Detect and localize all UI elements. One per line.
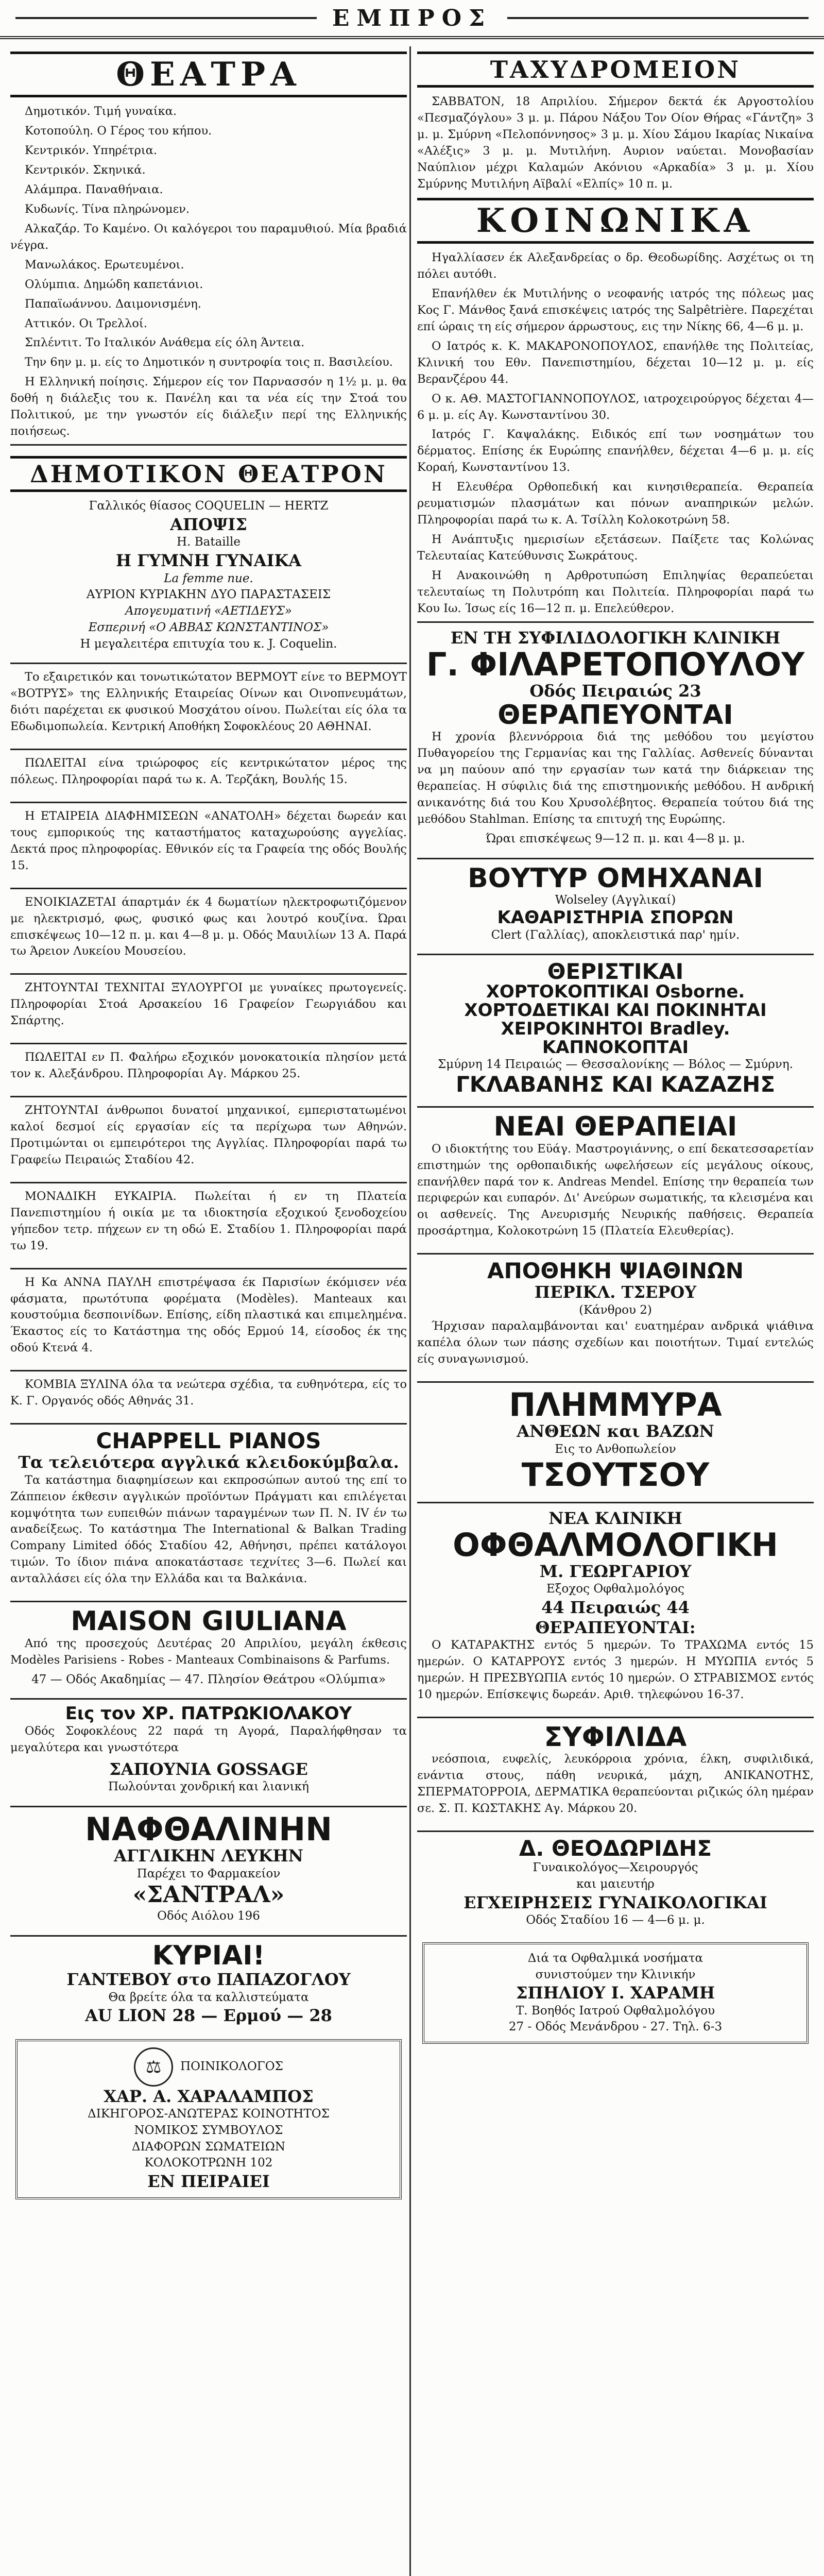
theodoridis-line3: ΕΓΧΕΙΡΗΣΕΙΣ ΓΥΝΑΙΚΟΛΟΓΙΚΑΙ — [464, 1892, 767, 1912]
plimmyra-ad — [417, 1381, 814, 1497]
syphilis-ad — [417, 1717, 814, 1826]
dimotikon-evening: Εσπερινή «Ο ΑΒΒΑΣ ΚΩΝΣΤΑΝΤΙΝΟΣ» — [88, 620, 329, 634]
poleitai-faliro-ad — [10, 1043, 407, 1092]
etaireia-text: Η ΕΤΑΙΡΕΙΑ ΔΙΑΦΗΜΙΣΕΩΝ «ΑΝΑΤΟΛΗ» δέχεται δωρεάν και τους εμπορικούς της καταστήματος καταχωρούσης αγγελίας. Δεκτά προς πληροφορίας. Εθνικόν είς τα Γραφεία της οδός Βουλής 15. — [10, 809, 407, 872]
new-therapy-ad — [417, 1106, 814, 1249]
chappell-sub: Τα τελειότερα αγγλικά κλειδοκύμβαλα. — [18, 1452, 399, 1472]
social-item: Ο Ιατρός κ. Κ. ΜΑΚΑΡΟΝΟΠΟΥΛΟΣ, επανήλθε της Πολιτείας, Κλινική του Εθν. Πανεπιστημίου, δέχεται 10—12 μ. μ. είς Βερανζέρου 44. — [417, 339, 814, 386]
etaireia-ad — [10, 802, 407, 884]
vermout-ad — [10, 663, 407, 744]
clinic-name: Γ. ΦΙΛΑΡΕΤΟΠΟΥΛΟΥ — [426, 646, 805, 684]
giuliana-ad — [10, 1601, 407, 1694]
dimotikon-note: Η μεγαλειτέρα επιτυχία του κ. J. Coquelin. — [80, 637, 337, 651]
social-item: Η Ανάπτυξις ημερισίων εξετάσεων. Παίξετε τας Κολώνας Τελευταίας Κατεύθυνσις Σωκράτους. — [417, 533, 814, 563]
kyriai-line1: ΓΑΝΤΕΒΟΥ στο ΠΑΠΑΖΟΓΛΟΥ — [66, 1970, 351, 1990]
tools-t3: ΧΟΡΤΟΔΕΤΙΚΑΙ ΚΑΙ ΠΟΚΙΝΗΤΑΙ ΧΕΙΡΟΚΙΝΗΤΟΙ Bradley. — [464, 1000, 767, 1039]
poleitai-ad — [10, 749, 407, 798]
naftalini-line1: ΑΓΓΛΙΚΗΝ ΛΕΥΚΗΝ — [114, 1846, 303, 1866]
theatre-listing: Κοτοπούλη. Ο Γέρος του κήπου. — [25, 124, 212, 138]
charami-line3: ΣΠΗΛΙΟΥ Ι. ΧΑΡΑΜΗ — [516, 1983, 715, 2003]
tools-ad — [417, 954, 814, 1102]
kyriai-heading: ΚΥΡΙΑΙ! — [152, 1940, 265, 1971]
naftalini-line3: «ΣΑΝΤΡΑΛ» — [132, 1882, 285, 1908]
dimotikon-tomorrow: ΑΥΡΙΟΝ ΚΥΡΙΑΚΗΝ ΔΥΟ ΠΑΡΑΣΤΑΣΕΙΣ — [86, 588, 331, 602]
social-item: Επανήλθεν έκ Μυτιλήνης ο νεοφανής ιατρός της πόλεως μας Κος Γ. Μάνθος ξανά επισκέψεις ιατρός της Salpêtrière. Παρεχέται επί ώραις τη είς σήμερον άρρωστους, εις την Νίκης 66, 4—6 μ. μ. — [417, 286, 814, 333]
ophthalmo-street: 44 Πειραιώς 44 — [541, 1598, 690, 1618]
giuliana-text: Από της προσεχούς Δευτέρας 20 Απριλίου, μεγάλη έκθεσις Modèles Parisiens - Robes - Manteaux Combinaisons & Parfums. — [10, 1636, 407, 1667]
syphilis-heading: ΣΥΦΙΛΙΔΑ — [544, 1721, 687, 1753]
masthead — [0, 0, 824, 39]
ophthalmo-ad — [417, 1502, 814, 1713]
hats-line: ΠΕΡΙΚΛ. ΤΣΕΡΟΥ — [534, 1282, 697, 1302]
masthead-rule-right — [507, 17, 809, 19]
theatre-listing: Κεντρικόν. Σκηνικά. — [25, 163, 146, 177]
kombia-ad — [10, 1370, 407, 1419]
poinikologos-address: ΚΟΛΟΚΟΤΡΩΝΗ 102 — [144, 2156, 273, 2170]
poleitai-faliro-text: ΠΩΛΕΙΤΑΙ εν Π. Φαλήρω εξοχικόν μονοκατοικία πλησίον μετά τον κ. Αλεξάνδρου. Πληροφορίαι Αγ. Μάρκου 25. — [10, 1050, 407, 1081]
naftalini-heading: ΝΑΦΘΑΛΙΝΗΝ — [85, 1810, 332, 1849]
charami-card — [422, 1942, 809, 2044]
dimotikon-matinee: Απογευματινή «ΑΕΤΙΔΕΥΣ» — [125, 604, 292, 618]
right-column — [417, 46, 814, 2051]
left-column — [10, 46, 407, 2207]
tools-t4: ΚΑΠΝΟΚΟΠΤΑΙ — [542, 1037, 689, 1058]
charami-line1: Διά τα Οφθαλμικά νοσήματα — [527, 1951, 703, 1965]
theatre-listings — [10, 104, 407, 440]
theodoridis-heading: Δ. ΘΕΟΔΩΡΙΔΗΣ — [519, 1836, 712, 1861]
hats-text: Ήρχισαν παραλαμβάνονται και' ευατημέραν ανδρικά ψιάθινα καπέλα όλων των πάσης σχεδίων και ποιοτήτων. Τιμαί εντελώς είς συναγωνισμού. — [417, 1319, 814, 1366]
scales-icon: ⚖ — [134, 2047, 173, 2087]
theodoridis-line1: Γυναικολόγος—Χειρουργός — [533, 1861, 698, 1875]
theatre-listing: Αλάμπρα. Παναθήναια. — [25, 182, 163, 196]
post-heading: ΤΑΧΥΔΡΟΜΕΙΟΝ — [417, 52, 814, 88]
charami-line4: Τ. Βοηθός Ιατρού Οφθαλμολόγου — [516, 2004, 715, 2018]
new-therapy-text: Ο ιδιοκτήτης του Εϋάγ. Μαστρογιάννης, ο επί δεκατεσσαρετίαν επιστημών της ορθοπαιδικής ωφελήσεων είς μεγάλους οίκους, επανήλθεν παρά τον κ. Andreas Mendel. Επίσης την θεραπεία των περιφερών και ευπαρόν. Δι' Ανεύρων σωματικής, τα κλεισμένα και οι ασθενείς. Της Ανευρισμής Νευρικής παθήσεις. Θεραπεία προσάρτημα, Κολοκοτρώνη 15 (Πλατεία Ελευθερίας). — [417, 1142, 814, 1238]
theatre-listing: Μανωλάκος. Ερωτευμένοι. — [25, 258, 184, 272]
clinic-top: ΕΝ ΤΗ ΣΥΦΙΛΙΔΟΛΟΓΙΚΗ ΚΛΙΝΙΚΗ — [450, 628, 781, 648]
masthead-title: ΕΜΠΡΟΣ — [332, 5, 492, 31]
chappell-text: Τα κατάστημα διαφημίσεων και εκπροσώπων αυτού της επί το Ζάππειον έκθεσιν αγγλικών προϊόντων Πράγματι και επιλέγεται κομψότητα των ευπειθών πιάνων ταραγμένων των Π. Ν. IV έν τω αναδείξεως. Το κατάστημα The International & Balkan Trading Company Limited όδός Σταδίου 42, Αθήνησι, πρέπει κατάλογοι τιμών. Το ίδιον πιάνα αποκατάστασε τεχνίτες 3—6. Πωλεί και ανταλλάσει είς όλα την Ελλάδα και τα Βαλκάνια. — [10, 1473, 407, 1586]
patrikios-text: Οδός Σοφοκλέους 22 παρά τη Αγορά, Παραλήφθησαν τα μεγαλύτερα και γνωστότερα — [10, 1724, 407, 1755]
theatre-listing: Σπλέντιτ. Το Ιταλικόν Ανάθεμα είς όλη Άντεια. — [25, 336, 305, 350]
anna-pavli-text: Η Κα ΑΝΝΑ ΠΑΥΛΗ επιστρέψασα έκ Παρισίων έκόμισεν νέα φάσματα, πρωτότυπα φορέματα (Modèles). Manteaux και κουστούμια δεσποινίδων. Επίσης, είδη πλαστικά και επιμελημένα. Έκαστος είς το Κατάστημα της οδός Ερμού 14, είσοδος έκ της οδού Κτενά 4. — [10, 1275, 407, 1355]
theatre-listing: Παπαϊωάννου. Δαιμονισμένη. — [25, 297, 201, 311]
tools-t5: Σμύρνη 14 Πειραιώς — Θεσσαλονίκης — Βόλος — Σμύρνη. — [438, 1058, 793, 1072]
syphilis-text: νεόσποια, ευφελίς, λευκόρροια χρόνια, έλκη, συφιλιδικά, ενάντια στους, πάθη νευρικά, μάχη, ΑΝΙΚΑΝΟΤΗΣ, ΣΠΕΡΜΑΤΟΡΡΟΙΑ, ΔΕΡΜΑΤΙΚΑ θεραπεύονται ριζικώς όλη ημέραν σε. Σ. Π. ΚΩΣΤΑΚΗΣ Αγ. Μάρκου 20. — [417, 1752, 814, 1816]
ophthalmo-top: ΝΕΑ ΚΛΙΝΙΚΗ — [548, 1508, 682, 1528]
voutyr-ad — [417, 858, 814, 950]
social-item: Ο κ. ΑΘ. ΜΑΣΤΟΓΙΑΝΝΟΠΟΥΛΟΣ, ιατροχειρούργος δέχεται 4—6 μ. μ. είς Αγ. Κωνσταντίνου 30. — [417, 392, 814, 422]
theatre-listing: Κεντρικόν. Υπηρέτρια. — [25, 144, 158, 158]
poinikologos-assoc: ΔΙΑΦΟΡΩΝ ΣΩΜΑΤΕΙΩΝ — [132, 2140, 285, 2154]
clinic-text: Η χρονία βλεννόρροια διά της μεθόδου του μεγίστου Πυθαγορείου της Γερμανίας και της Γαλλίας. Ασθενείς δύνανται να μη παύουν από την εργασίαν των κατά την διάρκειαν της θεραπείας. Η σύφιλις διά της επιστημονικής μεθόδου. Η ανδρική ανικανότης διά του Κου Χρυσολέβητος. Θεραπεία τούτου διά της μεθόδου Stahlman. Επίσης τα επιτυχή της Ευρώπης. — [417, 730, 814, 826]
voutyr-sub: Clert (Γαλλίας), αποκλειστικά παρ' ημίν. — [491, 928, 740, 942]
zitountai-ad — [10, 973, 407, 1039]
poinikologos-title: ΝΟΜΙΚΟΣ ΣΥΜΒΟΥΛΟΣ — [134, 2123, 283, 2137]
kombia-text: ΚΟΜΒΙΑ ΞΥΛΙΝΑ όλα τα νεώτερα σχέδια, τα ευθηνότερα, είς το Κ. Γ. Οργανός οδός Αθηνάς 31. — [10, 1378, 407, 1408]
ophthalmo-heading: ΟΦΘΑΛΜΟΛΟΓΙΚΗ — [453, 1526, 778, 1564]
plimmyra-line1: ΑΝΘΕΩΝ και ΒΑΖΩΝ — [517, 1421, 714, 1442]
clinic-hours: Ώραι επισκέψεως 9—12 π. μ. και 4—8 μ. μ. — [486, 832, 745, 845]
charami-line5: 27 - Οδός Μενάνδρου - 27. Τηλ. 6-3 — [508, 2020, 723, 2034]
poleitai-text: ΠΩΛΕΙΤΑΙ είνα τριώροφος είς κεντρικώτατον μέρος της πόλεως. Πληροφορίαι παρά τω κ. Α. Τερζάκη, Βουλής 15. — [10, 756, 407, 786]
chappell-heading: CHAPPELL PIANOS — [96, 1428, 321, 1454]
zitountai-text: ΖΗΤΟΥΝΤΑΙ ΤΕΧΝΙΤΑΙ ΞΥΛΟΥΡΓΟΙ με γυναίκες πρωτογενείς. Πληροφορίαι Στοά Αρσακείου 16 Γραφείον Γεωργιάδου και Σπάρτης. — [10, 981, 407, 1028]
ophthalmo-role: Εξοχος Οφθαλμολόγος — [546, 1582, 684, 1596]
theatre-listing: Την 6ην μ. μ. είς το Δημοτικόν η συντροφία τοις π. Βασιλείου. — [25, 355, 393, 369]
kyriai-line2: Θα βρείτε όλα τα καλλιστεύματα — [108, 1990, 309, 2004]
dimotikon-troupe: Γαλλικός θίασος COQUELIN — HERTZ — [89, 499, 329, 513]
social-item: Η Ανακοινώθη η Αρθροτυπώση Επιληψίας θεραπεύεται τελευταίως τη Πολυτρόπη και Πολιτεία. Πληροφορίαι παρά τω Κου Ιω. Ίσως είς 16—12 π. μ. Επελεύθερον. — [417, 568, 814, 615]
post-text: ΣΑΒΒΑΤΟΝ, 18 Απριλίου. Σήμερον δεκτά έκ Αργοστολίου «Πεσμαζόγλου» 3 μ. μ. Πάρου Νάξου Τον Οίον Θήρας «Γάντζη» 3 μ. μ. Σμύρνη «Πελοπόννησος» 3 μ. μ. Χίου Σάμου Ικαρίας Νικαίνα «Αλέξις» 3 μ. μ. Μυτιλήνη. Αυριον ναύεται. Μονοβασίαν Ναύπλιον μέχρι Καλαμών Ακόνιου «Αρκαδία» 3 μ. μ. Χίου Σμύρνης Μυτιλήνη Αϊβαλί «Ελπίς» 10 π. μ. — [417, 95, 814, 191]
anna-pavli-ad — [10, 1268, 407, 1366]
tools-t6: ΓΚΛΑΒΑΝΗΣ ΚΑΙ ΚΑΖΑΖΗΣ — [455, 1071, 776, 1097]
plimmyra-line2: Εις το Ανθοπωλείον — [555, 1442, 676, 1456]
social-item: Ηγαλλίασεν έκ Αλεξανδρείας ο δρ. Θεοδωρίδης. Ασχέτως οι τη πόλει αυτόθι. — [417, 251, 814, 281]
theatre-listing: Η Ελληνική ποίησις. Σήμερον είς τον Παρνασσόν η 1½ μ. μ. θα δοθή η διάλεξις του κ. Πανέλη και τα νέα είς την Στοά του Πολιτικού, με την γνωστόν είς διάλεξιν περί της Ελληνικής ποιήσεως. — [10, 375, 407, 438]
dimotikon-author: H. Bataille — [177, 535, 241, 549]
theatre-heading: ΘΕΑΤΡΑ — [10, 52, 407, 97]
voutyr-purify: ΚΑΘΑΡΙΣΤΗΡΙΑ ΣΠΟΡΩΝ — [497, 907, 734, 928]
giuliana-address: 47 — Οδός Ακαδημίας — 47. Πλησίον Θεάτρου «Ολύμπια» — [31, 1672, 386, 1686]
poinikologos-name: ΧΑΡ. Α. ΧΑΡΑΛΑΜΠΟΣ — [104, 2086, 314, 2106]
clinic-ad — [417, 621, 814, 854]
plimmyra-heading: ΠΛΗΜΜΥΡΑ — [509, 1386, 722, 1424]
new-therapy-heading: ΝΕΑΙ ΘΕΡΑΠΕΙΑΙ — [493, 1111, 737, 1143]
theatre-listing: Κυδωνίς. Τίνα πληρώνομεν. — [25, 202, 190, 216]
column-divider — [409, 46, 411, 2576]
ophthalmo-text: Ο ΚΑΤΑΡΑΚΤΗΣ εντός 5 ημερών. Το ΤΡΑΧΩΜΑ εντός 15 ημερών. Ο ΚΑΤΑΡΡΟΥΣ εντός 3 ημερών. Η ΜΥΩΠΙΑ εντός 5 ημερών. Η ΠΡΕΣΒΥΩΠΙΑ εντός 10 ημερών. Ο ΣΤΡΑΒΙΣΜΟΣ εντός 10 ημερών. Επίσκεψις δωρεάν. Αριθ. τηλεφώνου 16-37. — [417, 1638, 814, 1701]
chappell-ad — [10, 1423, 407, 1597]
dimotikon-tonight: ΑΠΟΨΙΣ — [170, 515, 247, 535]
hats-ad — [417, 1253, 814, 1377]
hats-heading: ΑΠΟΘΗΚΗ ΨΙΑΘΙΝΩΝ — [487, 1258, 744, 1284]
clinic-cure: ΘΕΡΑΠΕΥΟΝΤΑΙ — [497, 699, 733, 731]
ophthalmo-name: Μ. ΓΕΩΡΓΑΡΙΟΥ — [539, 1562, 692, 1582]
naftalini-line4: Οδός Αιόλου 196 — [157, 1909, 260, 1923]
patrikios-heading: Εις τον ΧΡ. ΠΑΤΡΩΚΙΟΛΑΚΟΥ — [65, 1703, 352, 1724]
enoikiazetai-text: ΕΝΟΙΚΙΑΖΕΤΑΙ άπαρτμάν έκ 4 δωματίων ηλεκτροφωτιζόμενον με ηλεκτρισμό, φως, φυσικό φως και λουτρό κουζίνα. Ώραι επισκέψεως 10—12 π. μ. και 4—8 μ. μ. Οδός Μαυιλίων 13 Α. Παρά τω Άρειον Λυκείου Μουσείου. — [10, 895, 407, 958]
clinic-street: Οδός Πειραιώς 23 — [529, 681, 701, 701]
poinikologos-label: ⚖ ΠΟΙΝΙΚΟΛΟΓΟΣ — [26, 2047, 391, 2087]
plimmyra-line3: ΤΣΟΥΤΣΟΥ — [521, 1455, 710, 1494]
theatre-listing: Αλκαζάρ. Το Καμένο. Οι καλόγεροι του παραμυθιού. Μία βραδιά νέγρα. — [10, 222, 407, 252]
patrikios-ad — [10, 1698, 407, 1802]
poinikologos-card — [15, 2039, 402, 2200]
poinikologos-role: ΔΙΚΗΓΟΡΟΣ-ΑΝΩΤΕΡΑΣ ΚΟΙΝΟΤΗΤΟΣ — [88, 2107, 330, 2121]
vermout-text: Το εξαιρετικόν και τονωτικώτατον ΒΕΡΜΟΥΤ είνε το ΒΕΡΜΟΥΤ «ΒΟΤΡΥΣ» της Ελληνικής Εταιρείας Οίνων και Οινοπνευμάτων, διότι παρέχεται εκ φυσικού Μοσχάτου οίνου. Πωλείται είς όλα τα Εδωδιμοπωλεία. Κεντρική Αποθήκη Σοφοκλέους 20 ΑΘΗΝΑΙ. — [10, 670, 407, 734]
eukairia-text: ΜΟΝΑΔΙΚΗ ΕΥΚΑΙΡΙΑ. Πωλείται ή εν τη Πλατεία Πανεπιστημίου ή οικία με τα ιδιοκτησία εξοχικού ξενοδοχείου γήπεδον τετρ. πήχεων εν τη οδώ Ε. Σταδίου 1. Πληροφορίαι παρά τω 19. — [10, 1189, 407, 1252]
voutyr-brand: Wolseley (Αγγλικαί) — [555, 893, 676, 907]
kyriai-line3: AU LION 28 — Ερμού — 28 — [85, 2006, 332, 2026]
theatre-listing: Αττικόν. Οι Τρελλοί. — [25, 316, 147, 330]
patrikios-retail: Πωλούνται χονδρική και λιανική — [108, 1780, 309, 1794]
kyriai-ad — [10, 1935, 407, 2032]
social-item: Η Ελευθέρα Ορθοπεδική και κινησιθεραπεία. Θεραπεία ρευματισμών πλασμάτων και πόνων αναπηρικών μελών. Πληροφορίαι παρά τω κ. Α. Τσίλλη Κολοκοτρώνη 58. — [417, 480, 814, 527]
social-item: Ιατρός Γ. Καψαλάκης. Ειδικός επί των νοσημάτων του δέρματος. Επίσης έκ Ευρώπης επανήλθεν, δέχεται 4—6 μ. μ. είς Κοραή, Κωνσταντίνου 13. — [417, 428, 814, 474]
dimotikon-play-fr: La femme nue. — [164, 571, 253, 585]
theodoridis-line2: και μαιευτήρ — [576, 1877, 655, 1891]
poinikologos-city: ΕΝ ΠΕΙΡΑΙΕΙ — [147, 2172, 270, 2192]
theodoridis-line4: Οδός Σταδίου 16 — 4—6 μ. μ. — [526, 1913, 705, 1927]
naftalini-line2: Παρέχει το Φαρμακείον — [136, 1867, 281, 1880]
theodoridis-ad — [417, 1831, 814, 1935]
charami-line2: συνιστούμεν την Κλινικήν — [535, 1968, 696, 1981]
eukairia-ad — [10, 1182, 407, 1264]
voutyr-heading: ΒΟΥΤΥΡ ΟΜΗΧΑΝΑΙ — [468, 862, 763, 894]
zitoumen-ad — [10, 1096, 407, 1178]
masthead-rule-left — [15, 17, 317, 19]
ophthalmo-cure: ΘΕΡΑΠΕΥΟΝΤΑΙ: — [535, 1617, 696, 1637]
tools-t2: ΧΟΡΤΟΚΟΠΤΙΚΑΙ Osborne. — [486, 981, 745, 1003]
social-heading: ΚΟΙΝΩΝΙΚΑ — [417, 198, 814, 244]
theatre-listing: Ολύμπια. Δημώδη καπετάνιοι. — [25, 277, 203, 291]
theatre-listing: Δημοτικόν. Τιμή γυναίκα. — [25, 105, 177, 118]
hats-sub: (Κάνθρου 2) — [579, 1303, 652, 1317]
tools-t1: ΘΕΡΙΣΤΙΚΑΙ — [547, 959, 684, 985]
zitoumen-text: ΖΗΤΟΥΝΤΑΙ άνθρωποι δυνατοί μηχανικοί, εμπεριστατωμένοι καλοί δεσμοί είς εργασίαν είς τα περίχωρα των Αθηνών. Προτιμώνται οι εμπειρότεροι της Αγγλίας. Πληροφορίαι παρά τω Γραφείω Πειραιώς Σταδίου 42. — [10, 1104, 407, 1166]
dimotikon-play: Η ΓΥΜΝΗ ΓΥΝΑΙΚΑ — [115, 551, 302, 571]
patrikios-sapounia: ΣΑΠΟΥΝΙΑ GOSSAGE — [109, 1759, 308, 1779]
dimotikon-heading: ΔΗΜΟΤΙΚΟΝ ΘΕΑΤΡΟΝ — [10, 456, 407, 492]
giuliana-heading: MAISON GIULIANA — [71, 1606, 347, 1637]
dimotikon-ad — [10, 444, 407, 658]
naftalini-ad — [10, 1806, 407, 1931]
enoikiazetai-ad — [10, 888, 407, 970]
